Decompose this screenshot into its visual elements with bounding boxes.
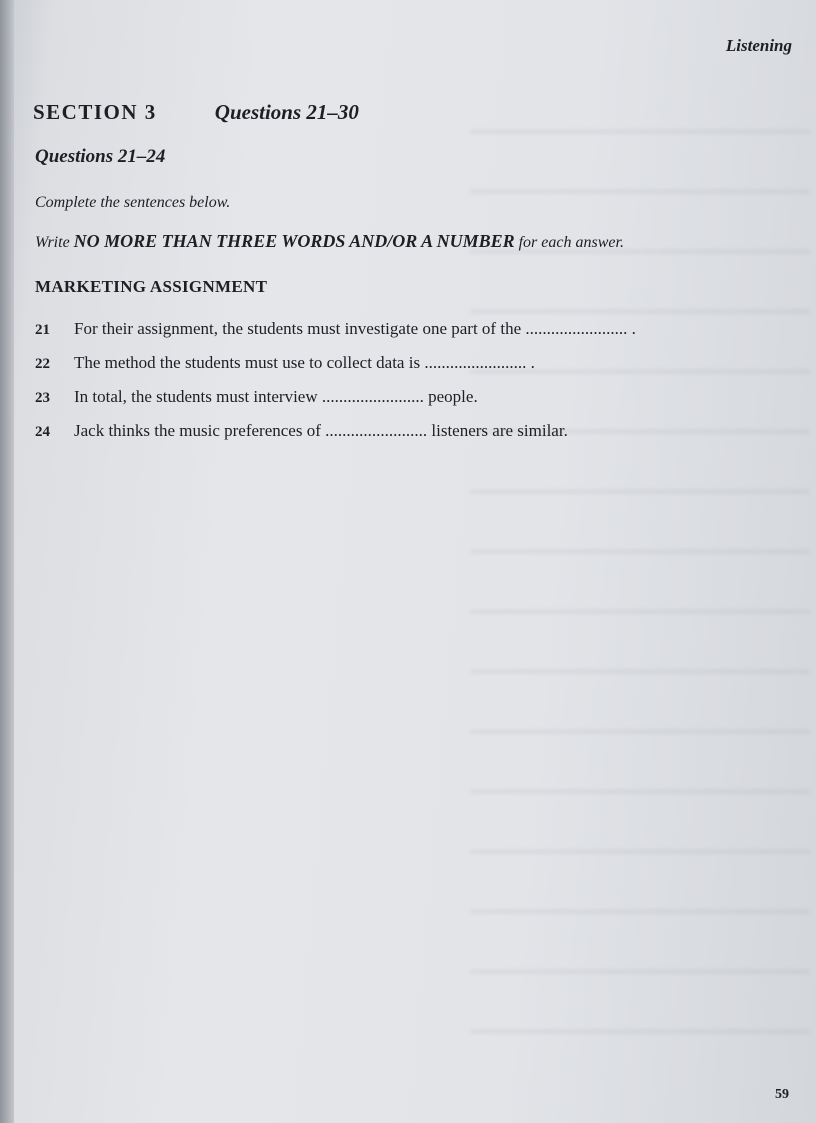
- page-number: 59: [775, 1087, 789, 1102]
- question-number: 22: [35, 356, 50, 372]
- question-text: In total, the students must interview ........................ people.: [74, 387, 478, 406]
- question-group-heading: Questions 21–24: [35, 146, 166, 167]
- question-number: 23: [35, 390, 50, 406]
- instruction-emphasis: NO MORE THAN THREE WORDS AND/OR A NUMBER: [73, 231, 515, 251]
- question-number: 24: [35, 424, 50, 440]
- question-item: [35, 387, 795, 421]
- instruction-prefix: Write: [35, 234, 74, 251]
- assignment-title: MARKETING ASSIGNMENT: [35, 277, 268, 296]
- section-title: SECTION 3: [33, 100, 157, 124]
- section-question-range: Questions 21–30: [214, 100, 359, 124]
- instruction-suffix: for each answer.: [514, 234, 624, 251]
- question-number: 21: [35, 322, 50, 338]
- running-header: Listening: [725, 36, 792, 55]
- question-list: [35, 319, 795, 455]
- question-text: Jack thinks the music preferences of ........................ listeners are similar.: [74, 421, 568, 440]
- instruction-word-limit: [35, 231, 624, 252]
- instruction-complete: Complete the sentences below.: [35, 194, 231, 211]
- question-text: The method the students must use to collect data is ........................ .: [74, 353, 535, 372]
- book-spine-shadow: [0, 0, 14, 1123]
- question-text: For their assignment, the students must investigate one part of the ........................ .: [74, 319, 636, 338]
- question-item: [35, 353, 795, 387]
- question-item: [35, 421, 795, 455]
- question-item: [35, 319, 795, 353]
- section-heading: [33, 100, 359, 125]
